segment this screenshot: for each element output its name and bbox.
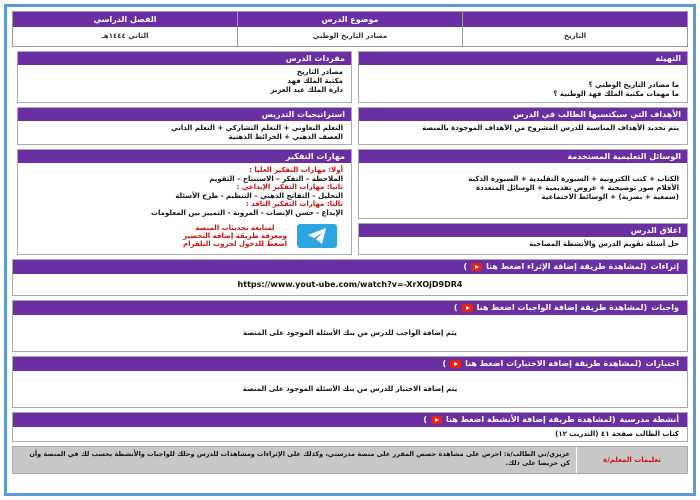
semester-header: الفصل الدراسي [13, 12, 237, 27]
youtube-icon[interactable] [462, 304, 473, 312]
youtube-icon[interactable] [431, 416, 442, 424]
maharat-creative-text: التحليل – التقاتج الذهني – التنظيم - طرح الأسئلة [175, 191, 343, 200]
wasael-line: الكتاب + كتب الكترونية + السبورة التقليدية + السبورة الذكية [468, 175, 679, 183]
wasael-line: (سمعية + بصرية) + الوسائط الاجتماعية [541, 193, 679, 201]
anshita-section: أنشطة مدرسية (لمشاهدة طريقة إضافة الأنشطة اضغط هنا ) كتاب الطالب صفحة ٤١ (التدريب ١٢) [12, 412, 688, 442]
maqararat-line: مكتبة الملك فهد [287, 77, 343, 85]
wajibat-label: واجبات [651, 303, 679, 312]
tamheed-box [358, 51, 688, 103]
date-value: التاريخ [563, 32, 587, 40]
ahdaf-box [358, 107, 688, 145]
tamheed-line: ما مهمات مكتبة الملك فهد الوطنية ؟ [553, 90, 679, 98]
strategies-title: استراتيجيات التدريس [18, 108, 351, 121]
teacher-notes [12, 446, 688, 474]
ithraat-label: إثراءات [650, 262, 679, 271]
youtube-icon[interactable] [471, 263, 482, 271]
maqararat-line: مصادر التاريخ [296, 68, 343, 76]
maharat-critical-title: ثالثا: مهارات التفكير الناقد : [245, 200, 343, 208]
telegram-promo[interactable] [26, 217, 343, 255]
teacher-notes-label: تعليمات المعلم/ة [577, 447, 687, 473]
wasael-line: الأقلام صور توضيحية + عروض تقديمية + الوسائل المتعددة [476, 184, 679, 192]
teacher-notes-text: عزيزي/تي الطالب/ة: احرص على مشاهدة حصص المقرر على منصة مدرستي، وكذلك على الإثراءات ومشاهدات للدرس وحلك للواجبات والأنشطة بحسب لك في المنصة وأن كن حريصا على ذلك. [13, 447, 577, 473]
wajibat-link[interactable]: (لمشاهدة طريقة إضافة الواجبات اضغط هنا [476, 303, 648, 312]
anshita-label: أنشطة مدرسية [619, 415, 679, 424]
wasael-box [358, 149, 688, 219]
telegram-line: اضغط للدخول لجروب التلقرام [182, 240, 287, 248]
semester-column [13, 12, 237, 46]
strategies-line: التعلم التعاوني + التعلم التشاركي + التعلم الذاتي [171, 124, 343, 132]
strategies-line: العصف الذهني + الخرائط الذهنية [228, 133, 343, 141]
anshita-text: كتاب الطالب صفحة ٤١ (التدريب ١٢) [555, 430, 679, 438]
date-column [462, 12, 687, 46]
ikhtibarat-link[interactable]: (لمشاهدة طريقة إضافة الاختبارات اضغط هنا [465, 359, 642, 368]
strategies-box [17, 107, 352, 145]
anshita-link[interactable]: (لمشاهدة طريقة إضافة الأنشطة اضغط هنا [445, 415, 616, 424]
ahdaf-text: يتم تحديد الأهداف المناسبة للدرس المشروح من الأهداف الموجودة بالمنصة [422, 124, 679, 132]
ithraat-url[interactable]: https://www.yout-ube.com/watch?v=-XrXOjD9DR4 [237, 280, 463, 289]
maharat-high-text: الملاحظة – التفكر – الاستنتاج – التقويم [209, 174, 343, 183]
ighlaq-text: حل أسئلة تقويم الدرس والأنشطة المصاحبة [529, 240, 679, 248]
topic-value: مصادر التاريخ الوطني [312, 32, 388, 40]
tamheed-title: التهيئة [359, 52, 687, 65]
tamheed-line: ما مصادر التاريخ الوطني ؟ [588, 81, 679, 89]
youtube-icon[interactable] [450, 360, 461, 368]
lesson-plan-page [4, 4, 696, 496]
ikhtibarat-text: يتم إضافة الاختبار للدرس من بنك الأسئلة الموجود على المنصة [242, 385, 458, 393]
ikhtibarat-section: اختبارات (لمشاهدة طريقة إضافة الاختبارات اضغط هنا ) يتم إضافة الاختبار للدرس من بنك الأسئلة الموجود على المنصة [12, 356, 688, 408]
maharat-title: مهارات التفكير [18, 150, 351, 163]
ikhtibarat-label: اختبارات [645, 359, 679, 368]
telegram-line: لمتابعة تحديثات المنصة [195, 224, 275, 232]
telegram-line: ومعرفة طريقة إضافة التحضير [183, 232, 287, 240]
ighlaq-box [358, 223, 688, 255]
ighlaq-title: اغلاق الدرس [359, 224, 687, 237]
date-header [463, 12, 687, 27]
ahdaf-title: الأهداف التي سيكتسبها الطالب في الدرس [359, 108, 687, 121]
wajibat-section: واجبات (لمشاهدة طريقة إضافة الواجبات اضغط هنا ) يتم إضافة الواجب للدرس من بنك الأسئلة الموجود على المنصة [12, 300, 688, 352]
topic-column [237, 12, 462, 46]
ithraat-link[interactable]: (لمشاهدة طريقة إضافة الإثراء اضغط هنا [486, 262, 647, 271]
topic-header: موضوع الدرس [238, 12, 462, 27]
maqararat-line: دارة الملك عبد العزيز [270, 86, 343, 94]
telegram-icon[interactable] [297, 224, 337, 248]
maqararat-title: مفردات الدرس [18, 52, 351, 65]
ithraat-section: إثراءات (لمشاهدة طريقة إضافة الإثراء اضغط هنا ) https://www.yout-ube.com/watch?v=-XrXOjD9DR4 [12, 259, 688, 296]
maharat-box [17, 149, 352, 255]
lesson-info-grid [12, 11, 688, 47]
maharat-creative-title: ثانيا: مهارات التفكير الإبداعي : [236, 183, 343, 191]
semester-value: الثاني ١٤٤٤هـ [101, 32, 149, 40]
maharat-high-title: أولا: مهارات التفكير العليا : [249, 166, 343, 174]
maharat-critical-text: الإبداع - حسن الإنصات - المرونة - التمييز بين المعلومات [150, 208, 343, 217]
maqararat-box [17, 51, 352, 103]
wajibat-text: يتم إضافة الواجب للدرس من بنك الأسئلة الموجود على المنصة [243, 329, 457, 337]
wasael-title: الوسائل التعليمية المستخدمة [359, 150, 687, 163]
